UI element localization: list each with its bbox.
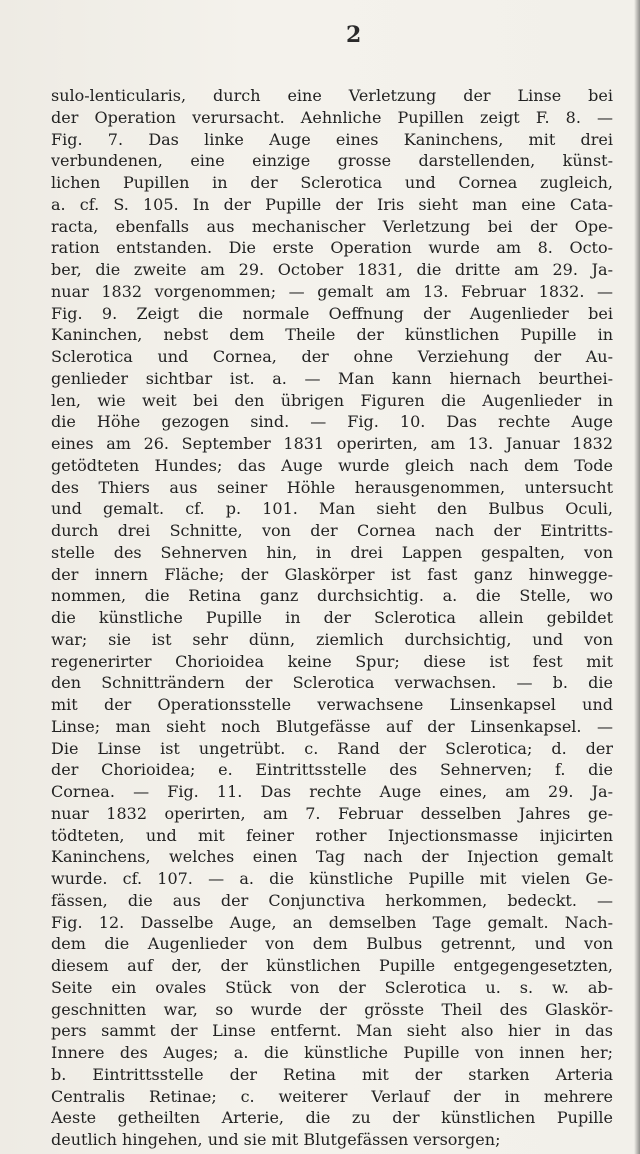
text-line: der innern Fläche; der Glaskörper ist fast ganz hinwegge-: [51, 564, 613, 584]
text-line: geschnitten war, so wurde der grösste Theil des Glaskör-: [51, 999, 613, 1019]
text-line: nommen, die Retina ganz durchsichtig. a. die Stelle, wo: [51, 586, 613, 606]
text-line: Linse; man sieht noch Blutgefässe auf der Linsenkapsel. —: [51, 716, 613, 736]
text-line: dem die Augenlieder von dem Bulbus getrennt, und von: [51, 934, 613, 954]
text-line: die künstliche Pupille in der Sclerotica allein gebildet: [51, 608, 613, 627]
text-line: Innere des Auges; a. die künstliche Pupille von innen her;: [51, 1043, 613, 1062]
text-line: durch drei Schnitte, von der Cornea nach der Eintritts-: [51, 521, 613, 540]
text-line: deutlich hingehen, und sie mit Blutgefässen versorgen;: [51, 1130, 501, 1149]
text-line: Sclerotica und Cornea, der ohne Verziehung der Au-: [51, 347, 613, 366]
text-line: Centralis Retinae; c. weiterer Verlauf der in mehrere: [51, 1086, 613, 1106]
text-line: diesem auf der, der künstlichen Pupille entgegengesetzten,: [51, 956, 613, 975]
text-line: und gemalt. cf. p. 101. Man sieht den Bulbus Oculi,: [51, 499, 613, 519]
text-line: a. cf. S. 105. In der Pupille der Iris sieht man eine Cata-: [51, 194, 613, 214]
text-line: stelle des Sehnerven hin, in drei Lappen gespalten, von: [51, 542, 613, 562]
page-number: 2: [346, 22, 362, 48]
text-line: len, wie weit bei den übrigen Figuren die Augenlieder in: [51, 390, 613, 410]
text-line: war; sie ist sehr dünn, ziemlich durchsichtig, und von: [51, 629, 613, 649]
text-line: genlieder sichtbar ist. a. — Man kann hiernach beurthei-: [51, 368, 613, 388]
text-line: wurde. cf. 107. — a. die künstliche Pupille mit vielen Ge-: [51, 869, 613, 888]
text-line: getödteten Hundes; das Auge wurde gleich nach dem Tode: [51, 455, 613, 475]
text-line: des Thiers aus seiner Höhle herausgenommen, untersucht: [51, 477, 613, 497]
page-edge-shadow: [634, 0, 640, 1154]
text-line: Die Linse ist ungetrübt. c. Rand der Sclerotica; d. der: [51, 738, 613, 758]
text-line: fässen, die aus der Conjunctiva herkommen, bedeckt. —: [51, 890, 613, 910]
text-line: Fig. 12. Dasselbe Auge, an demselben Tage gemalt. Nach-: [51, 912, 613, 932]
text-line: Fig. 7. Das linke Auge eines Kaninchens, mit drei: [51, 129, 613, 149]
text-line: Cornea. — Fig. 11. Das rechte Auge eines, am 29. Ja-: [51, 782, 613, 801]
text-line: ber, die zweite am 29. October 1831, die dritte am 29. Ja-: [51, 260, 613, 279]
text-line: Kaninchen, nebst dem Theile der künstlichen Pupille in: [51, 325, 613, 345]
text-line: nuar 1832 vorgenommen; — gemalt am 13. Februar 1832. —: [51, 281, 613, 301]
text-line: Aeste getheilten Arterie, die zu der künstlichen Pupille: [51, 1108, 613, 1128]
text-line: b. Eintrittsstelle der Retina mit der starken Arteria: [51, 1064, 613, 1084]
text-line: den Schnitträndern der Sclerotica verwachsen. — b. die: [51, 673, 613, 693]
body-text: [51, 85, 613, 1151]
text-line: ration entstanden. Die erste Operation wurde am 8. Octo-: [51, 238, 613, 258]
text-line: der Operation verursacht. Aehnliche Pupillen zeigt F. 8. —: [51, 107, 613, 127]
text-line: der Chorioidea; e. Eintrittsstelle des Sehnerven; f. die: [51, 760, 613, 780]
text-line: Kaninchens, welches einen Tag nach der Injection gemalt: [51, 847, 613, 867]
text-line: sulo-lenticularis, durch eine Verletzung der Linse bei: [51, 86, 613, 105]
text-line: tödteten, und mit feiner rother Injectionsmasse injicirten: [51, 825, 613, 845]
text-line: mit der Operationsstelle verwachsene Linsenkapsel und: [51, 695, 613, 714]
text-line: racta, ebenfalls aus mechanischer Verletzung bei der Ope-: [51, 216, 613, 236]
text-line: Fig. 9. Zeigt die normale Oeffnung der Augenlieder bei: [51, 303, 613, 323]
text-line: pers sammt der Linse entfernt. Man sieht also hier in das: [51, 1021, 613, 1041]
text-line: eines am 26. September 1831 operirten, am 13. Januar 1832: [51, 434, 613, 453]
text-line: regenerirter Chorioidea keine Spur; diese ist fest mit: [51, 651, 613, 671]
text-line: lichen Pupillen in der Sclerotica und Cornea zugleich,: [51, 173, 613, 192]
text-line: verbundenen, eine einzige grosse darstellenden, künst-: [51, 151, 613, 171]
text-line: Seite ein ovales Stück von der Sclerotica u. s. w. ab-: [51, 977, 613, 997]
text-line: nuar 1832 operirten, am 7. Februar desselben Jahres ge-: [51, 803, 613, 823]
text-line: die Höhe gezogen sind. — Fig. 10. Das rechte Auge: [51, 412, 613, 432]
